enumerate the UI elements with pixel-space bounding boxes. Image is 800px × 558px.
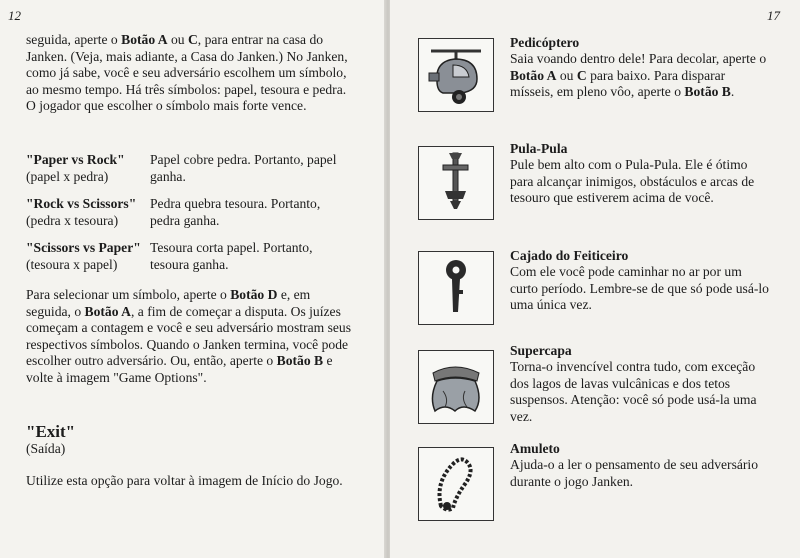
- item-description: Ajuda-o a ler o pensamento de seu adversário durante o jogo Janken.: [510, 457, 758, 489]
- left-page: [0, 0, 386, 558]
- intro-paragraph: seguida, aperte o Botão A ou C, para entrar na casa do Janken. (Veja, mais adiante, a Casa do Janken.) No Janken, como já sabe, você e seu adversário escolhem um símbolo, ao mesmo tempo. Há três símbolos: papel, tesoura e pedra. O jogador que escolher o símbolo mais forte vence.: [26, 32, 348, 114]
- matchup-result: Tesoura corta papel. Portanto, tesoura ganha.: [150, 240, 313, 272]
- exit-subtitle: (Saída): [26, 441, 66, 456]
- item-description: Com ele você pode caminhar no ar por um curto período. Lembre-se de que só pode usá-lo uma única vez.: [510, 264, 769, 313]
- item-title: Cajado do Feiticeiro: [510, 248, 629, 263]
- item-title: Pula-Pula: [510, 141, 568, 156]
- matchup-subtitle: (papel x pedra): [26, 168, 109, 184]
- matchup-result: Papel cobre pedra. Portanto, papel ganha.: [150, 152, 337, 184]
- matchup-title: "Rock vs Scissors": [26, 196, 137, 211]
- pogo-stick-icon: [418, 146, 494, 220]
- amulet-icon: [418, 447, 494, 521]
- cape-icon: [418, 350, 494, 424]
- matchup-result: Pedra quebra tesoura. Portanto, pedra ganha.: [150, 196, 321, 228]
- item-description: Pule bem alto com o Pula-Pula. Ele é ótimo para alcançar inimigos, obstáculos e arcas de tesouro que estiverem acima de você.: [510, 157, 755, 206]
- item-description: Torna-o invencível contra tudo, com exceção dos lagos de lavas vulcânicas e dos tetos suspensos. Atenção: você só pode usá-la uma vez.: [510, 359, 757, 424]
- wizard-staff-icon: [418, 251, 494, 325]
- matchup-subtitle: (pedra x tesoura): [26, 212, 119, 228]
- item-description: Saia voando dentro dele! Para decolar, aperte o Botão A ou C para baixo. Para disparar mísseis, em pleno vôo, aperte o Botão B.: [510, 51, 767, 100]
- matchup-subtitle: (tesoura x papel): [26, 256, 118, 272]
- matchup-title: "Scissors vs Paper": [26, 240, 141, 255]
- page-number-left: 12: [8, 8, 21, 23]
- exit-description: Utilize esta opção para voltar à imagem de Início do Jogo.: [26, 473, 343, 488]
- helicopter-icon: [418, 38, 494, 112]
- item-title: Amuleto: [510, 441, 560, 456]
- item-title: Supercapa: [510, 343, 572, 358]
- select-paragraph: Para selecionar um símbolo, aperte o Botão D e, em seguida, o Botão A, a fim de começar a disputa. Os juízes começam a contagem e você e seu adversário mostram seus respectivos símbolos. Quando o Janken termina, você pode escolher outro adversário. Ou, então, aperte o Botão B e volte à imagem "Game Options".: [26, 287, 351, 385]
- matchup-title: "Paper vs Rock": [26, 152, 125, 167]
- item-title: Pedicóptero: [510, 35, 580, 50]
- exit-heading: "Exit": [26, 422, 76, 441]
- page-number-right: 17: [767, 8, 780, 23]
